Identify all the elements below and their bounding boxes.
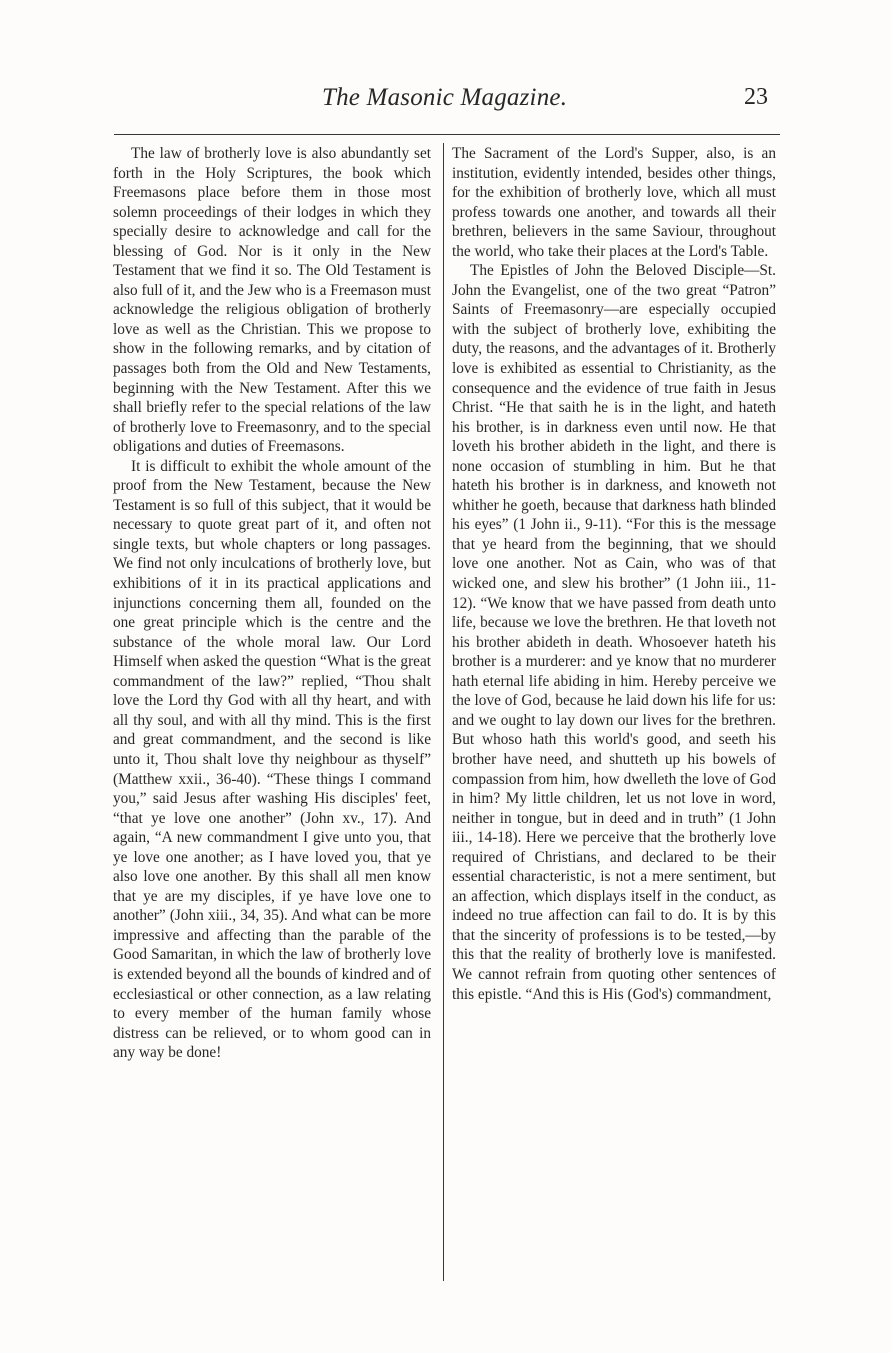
left-paragraph-2: It is difficult to exhibit the whole amount of the proof from the New Testament, because the New Testament is so full of this subject, that it would be necessary to quote great part of it, and often not single texts, but whole chapters or long passages. We find not only inculcations of brotherly love, but exhibitions of it in its practical applications and injunctions concerning them all, founded on the one great principle which is the centre and the substance of the whole moral law. Our Lord Himself when asked the question “What is the great commandment of the law?” replied, “Thou shalt love the Lord thy God with all thy heart, and with all thy soul, and with all thy mind. This is the first and great commandment, and the second is like unto it, Thou shalt love thy neighbour as thyself” (Matthew xxii., 36-40). “These things I command you,” said Jesus after washing His disciples' feet, “that ye love one another” (John xv., 17). And again, “A new commandment I give unto you, that ye love one another; as I have loved you, that ye also love one another. By this shall all men know that ye are my disciples, if ye have love one to another” (John xiii., 34, 35). And what can be more impressive and affecting than the parable of the Good Samaritan, in which the law of brotherly love is extended beyond all the bounds of kindred and of ecclesiastical or other connection, as a law relating to every member of the human family whose distress can be relieved, or to whom good can in any way be done! [113, 457, 431, 1062]
left-paragraph-1: The law of brotherly love is also abundantly set forth in the Holy Scriptures, the book which Freemasons place before them in those most solemn proceedings of their lodges in which they specially desire to acknowledge and call for the blessing of God. Nor is it only in the New Testament that we find it so. The Old Testament is also full of it, and the Jew who is a Freemason must acknowledge the religious obligation of brotherly love as well as the Christian. This we propose to show in the following remarks, and by citation of passages both from the Old and New Testaments, beginning with the New Testament. After this we shall briefly refer to the special relations of the law of brotherly love to Freemasonry, and to the special obligations and duties of Freemasons. [113, 145, 431, 456]
right-continuation-paragraph: The Sacrament of the Lord's Supper, also, is an institution, evidently intended, besides other things, for the exhibition of brotherly love, which all must profess towards one another, and towards all their brethren, believers in the same Saviour, throughout the world, who take their places at the Lord's Table. [452, 145, 776, 260]
right-paragraph-1: The Epistles of John the Beloved Disciple—St. John the Evangelist, one of the two great “Patron” Saints of Freemasonry—are especially occupied with the subject of brotherly love, exhibiting the duty, the reasons, and the advantages of it. Brotherly love is exhibited as essential to Christianity, as the consequence and the evidence of true faith in Jesus Christ. “He that saith he is in the light, and hateth his brother, is in darkness even until now. He that loveth his brother abideth in the light, and there is none occasion of stumbling in him. But he that hateth his brother is in darkness, and knoweth not whither he goeth, because that darkness hath blinded his eyes” (1 John ii., 9-11). “For this is the message that ye heard from the beginning, that we should love one another. Not as Cain, who was of that wicked one, and slew his brother” (1 John iii., 11-12). “We know that we have passed from death unto life, because we love the brethren. He that loveth not his brother abideth in death. Whosoever hateth his brother is a murderer: and ye know that no murderer hath eternal life abiding in him. Hereby perceive we the love of God, because he laid down his life for us: and we ought to lay down our lives for the brethren. But whoso hath this world's good, and seeth his brother have need, and shutteth up his bowels of compassion from him, how dwelleth the love of God in him? My little children, let us not love in word, neither in tongue, but in deed and in truth” (1 John iii., 14-18). Here we perceive that the brotherly love required of Christians, and declared to be their essential characteristic, is not a mere sentiment, but an affection, which displays itself in the conduct, as indeed no true affection can fail to do. It is by this that the sincerity of professions is to be tested,—by this that the reality of brotherly love is manifested. We cannot refrain from quoting other sentences of this epistle. “And this is His (God's) commandment, [452, 262, 776, 1003]
header-rule [114, 134, 780, 135]
left-column [113, 144, 431, 1063]
page-title: The Masonic Magazine. [322, 84, 568, 111]
column-divider [443, 143, 444, 1281]
running-head [0, 84, 891, 116]
right-column [452, 144, 776, 1004]
page-number: 23 [744, 84, 768, 110]
